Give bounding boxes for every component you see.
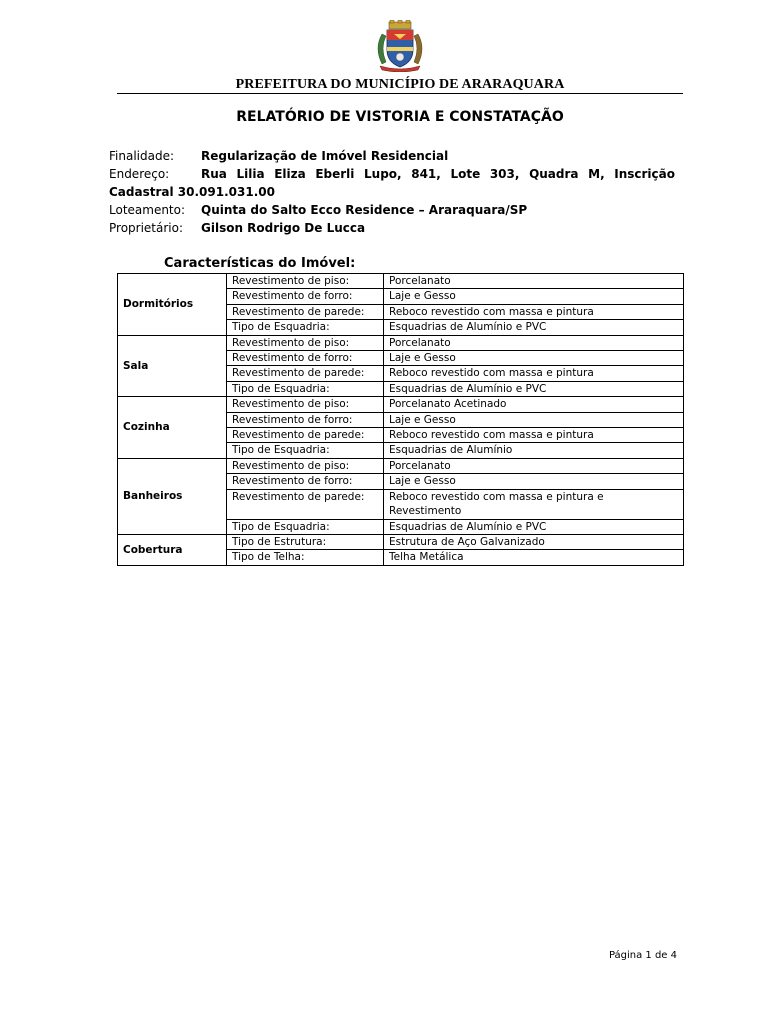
property-label: Revestimento de parede: — [227, 428, 384, 443]
finalidade-value: Regularização de Imóvel Residencial — [201, 149, 449, 163]
property-label: Tipo de Esquadria: — [227, 443, 384, 458]
property-value: Porcelanato — [384, 335, 684, 350]
property-value: Esquadrias de Alumínio e PVC — [384, 519, 684, 534]
property-value: Porcelanato Acetinado — [384, 397, 684, 412]
property-label: Tipo de Esquadria: — [227, 519, 384, 534]
property-value: Reboco revestido com massa e pintura — [384, 366, 684, 381]
property-label: Revestimento de forro: — [227, 351, 384, 366]
property-label: Revestimento de forro: — [227, 289, 384, 304]
property-label: Revestimento de forro: — [227, 474, 384, 489]
property-label: Revestimento de parede: — [227, 366, 384, 381]
property-value: Telha Metálica — [384, 550, 684, 565]
property-value: Laje e Gesso — [384, 289, 684, 304]
property-label: Revestimento de parede: — [227, 304, 384, 319]
property-label: Revestimento de forro: — [227, 412, 384, 427]
proprietario-label: Proprietário: — [109, 221, 184, 235]
property-value: Porcelanato — [384, 458, 684, 473]
info-endereco — [109, 165, 675, 201]
characteristics-title: Características do Imóvel: — [164, 256, 356, 271]
property-value: Esquadrias de Alumínio — [384, 443, 684, 458]
property-label: Revestimento de parede: — [227, 489, 384, 519]
property-value: Laje e Gesso — [384, 351, 684, 366]
property-label: Tipo de Telha: — [227, 550, 384, 565]
room-name: Cozinha — [118, 397, 227, 459]
property-label: Tipo de Esquadria: — [227, 320, 384, 335]
report-title: RELATÓRIO DE VISTORIA E CONSTATAÇÃO — [236, 109, 564, 125]
room-name: Dormitórios — [118, 274, 227, 336]
table-row — [118, 397, 684, 412]
property-label: Revestimento de piso: — [227, 274, 384, 289]
coat-of-arms-icon — [372, 20, 428, 72]
property-value: Estrutura de Aço Galvanizado — [384, 534, 684, 549]
property-value: Reboco revestido com massa e pintura e Revestimento — [384, 489, 684, 519]
property-label: Revestimento de piso: — [227, 397, 384, 412]
property-label: Tipo de Estrutura: — [227, 534, 384, 549]
property-value: Reboco revestido com massa e pintura — [384, 428, 684, 443]
info-proprietario — [109, 219, 675, 237]
header-divider — [117, 93, 683, 94]
property-value: Porcelanato — [384, 274, 684, 289]
table-row — [118, 458, 684, 473]
loteamento-value: Quinta do Salto Ecco Residence – Araraquara/SP — [201, 203, 528, 217]
characteristics-table — [117, 273, 684, 566]
table-row — [118, 534, 684, 549]
endereco-value: Rua Lilia Eliza Eberli Lupo, 841, Lote 303, Quadra M, Inscrição Cadastral 30.091.031.00 — [109, 167, 675, 199]
table-row — [118, 274, 684, 289]
proprietario-value: Gilson Rodrigo De Lucca — [201, 221, 366, 235]
property-value: Esquadrias de Alumínio e PVC — [384, 381, 684, 396]
property-label: Revestimento de piso: — [227, 458, 384, 473]
finalidade-label: Finalidade: — [109, 149, 175, 163]
info-loteamento — [109, 201, 675, 219]
page-number: Página 1 de 4 — [608, 950, 677, 961]
table-row — [118, 335, 684, 350]
property-value: Laje e Gesso — [384, 474, 684, 489]
property-value: Esquadrias de Alumínio e PVC — [384, 320, 684, 335]
endereco-label: Endereço: — [109, 167, 170, 181]
loteamento-label: Loteamento: — [109, 203, 186, 217]
room-name: Banheiros — [118, 458, 227, 534]
property-value: Reboco revestido com massa e pintura — [384, 304, 684, 319]
property-value: Laje e Gesso — [384, 412, 684, 427]
property-label: Revestimento de piso: — [227, 335, 384, 350]
property-label: Tipo de Esquadria: — [227, 381, 384, 396]
info-finalidade — [109, 147, 675, 165]
municipality-header: PREFEITURA DO MUNICÍPIO DE ARARAQUARA — [235, 77, 565, 92]
room-name: Sala — [118, 335, 227, 397]
room-name: Cobertura — [118, 534, 227, 565]
